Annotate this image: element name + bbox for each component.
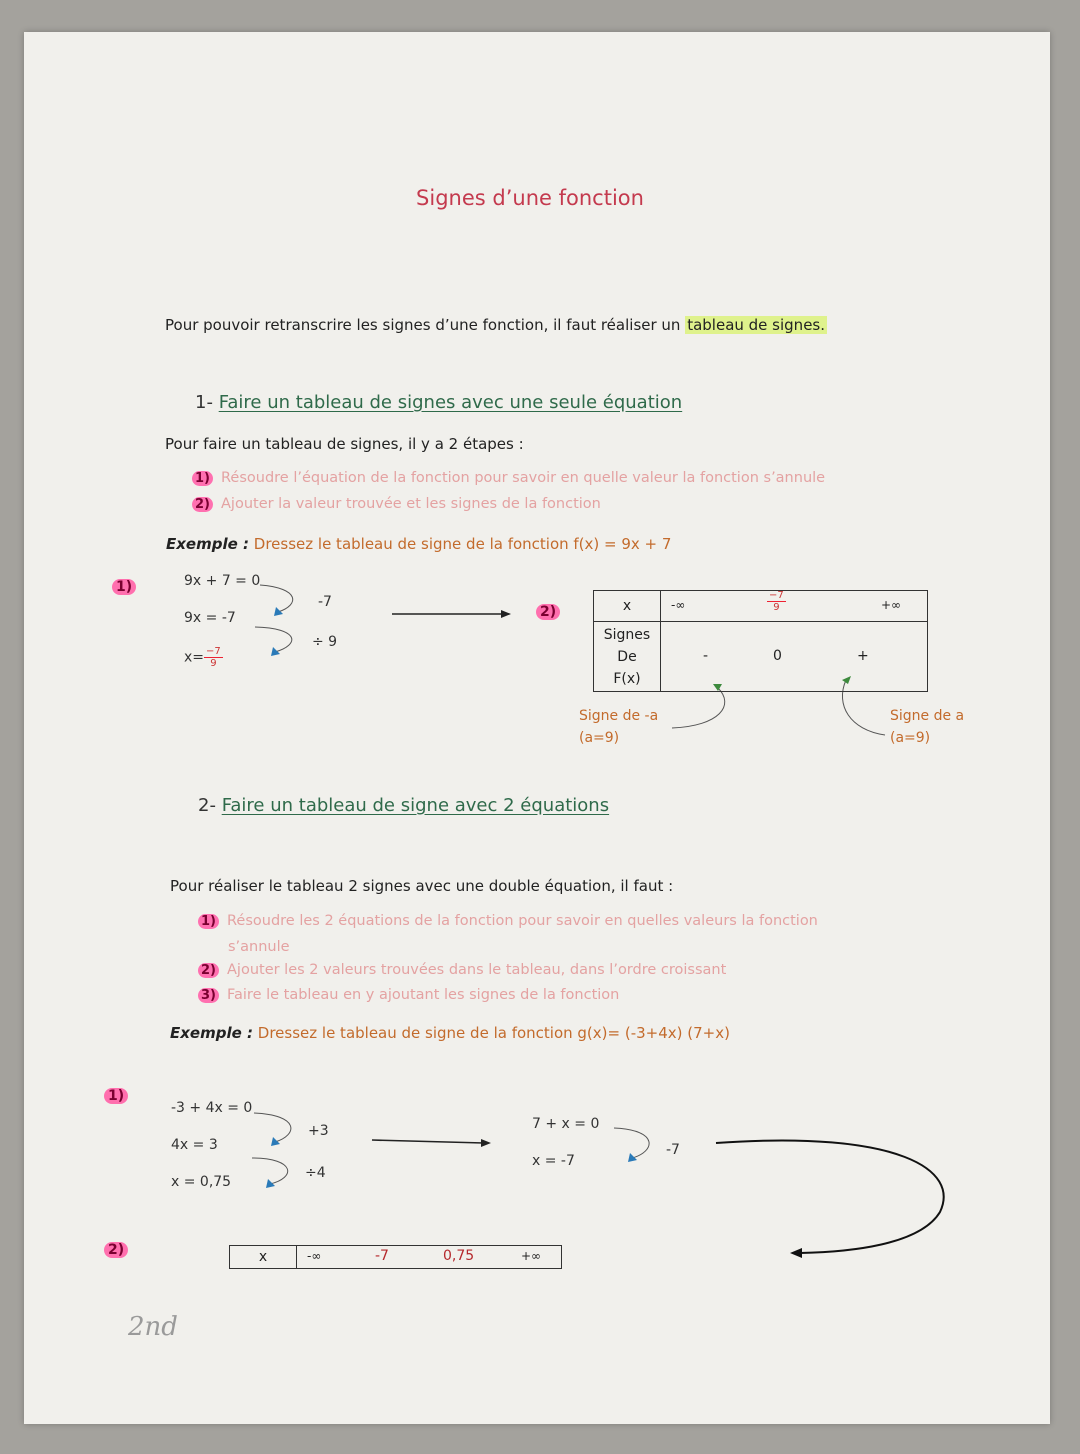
frac-den: 9 bbox=[210, 658, 217, 669]
example-text: Dressez le tableau de signe de la fonction f(x) = 9x + 7 bbox=[253, 535, 672, 553]
step-number: 1) bbox=[192, 471, 213, 486]
section1-number: 1- bbox=[195, 392, 213, 413]
s1-op-2: ÷ 9 bbox=[312, 634, 338, 650]
straight-arrowhead-2 bbox=[481, 1139, 491, 1147]
curl-arrowhead-2 bbox=[271, 647, 280, 656]
table1-sign-left: - bbox=[703, 648, 709, 664]
s2b-eq-line-1: 7 + x = 0 bbox=[532, 1116, 600, 1132]
note-right bbox=[890, 705, 964, 749]
sign-table-2 bbox=[229, 1245, 562, 1269]
step-text: Ajouter la valeur trouvée et les signes de la fonction bbox=[221, 496, 601, 512]
section1-lead: Pour faire un tableau de signes, il y a 2 étapes : bbox=[165, 435, 524, 453]
s1-eq-line-2: 9x = -7 bbox=[184, 610, 236, 626]
intro-highlight: tableau de signes. bbox=[687, 316, 826, 334]
row-label-3: F(x) bbox=[613, 670, 641, 687]
table2-plus-inf: +∞ bbox=[521, 1249, 542, 1263]
frac-num: −7 bbox=[206, 646, 221, 657]
note-left-line-1: Signe de -a bbox=[579, 708, 659, 724]
s2a-eq-line-2: 4x = 3 bbox=[171, 1137, 218, 1153]
table2-x-label: x bbox=[230, 1246, 297, 1269]
table2-value-2: 0,75 bbox=[443, 1248, 475, 1264]
section2-heading bbox=[198, 795, 609, 816]
note-left bbox=[579, 705, 658, 749]
step-text: Ajouter les 2 valeurs trouvées dans le tableau, dans l’ordre croissant bbox=[227, 962, 727, 978]
curl-arrowhead-3 bbox=[271, 1137, 280, 1146]
step-text: Résoudre l’équation de la fonction pour savoir en quelle valeur la fonction s’annule bbox=[221, 470, 826, 486]
table1-minus-inf: -∞ bbox=[671, 598, 686, 612]
note-arrow-left bbox=[672, 688, 725, 728]
table2-x-values bbox=[297, 1246, 562, 1269]
s2a-op-1: +3 bbox=[308, 1123, 329, 1139]
table2-minus-inf: -∞ bbox=[307, 1249, 322, 1263]
step-text: Faire le tableau en y ajoutant les signes de la fonction bbox=[227, 987, 620, 1003]
section1-heading-text: Faire un tableau de signes avec une seule équation bbox=[218, 392, 683, 413]
s1-op-1: -7 bbox=[318, 594, 332, 610]
sign-table-1 bbox=[593, 590, 928, 692]
big-curved-arrowhead bbox=[790, 1248, 802, 1258]
frac-num: −7 bbox=[769, 590, 784, 601]
section1-marker-1: 1) bbox=[112, 579, 136, 595]
s2a-eq-line-1: -3 + 4x = 0 bbox=[171, 1100, 253, 1116]
table1-sign-right: + bbox=[857, 648, 869, 664]
section2-heading-text: Faire un tableau de signe avec 2 équations bbox=[221, 795, 610, 816]
section2-step-1-cont: s’annule bbox=[228, 939, 290, 955]
table1-row-label bbox=[594, 622, 661, 692]
handwritten-note: 2nd bbox=[128, 1312, 178, 1342]
big-curved-arrow bbox=[716, 1141, 944, 1253]
table1-zero: 0 bbox=[773, 648, 782, 664]
s2b-eq-line-2: x = -7 bbox=[532, 1153, 575, 1169]
curl-arrow-3 bbox=[254, 1113, 291, 1142]
step-number: 2) bbox=[192, 497, 213, 512]
s2a-eq-line-3: x = 0,75 bbox=[171, 1174, 232, 1190]
section2-step-2 bbox=[198, 962, 726, 978]
section2-marker-2: 2) bbox=[104, 1242, 128, 1258]
frac-den: 9 bbox=[773, 602, 780, 613]
step-number: 3) bbox=[198, 988, 219, 1003]
note-right-line-2: (a=9) bbox=[890, 730, 931, 746]
row-label-2: De bbox=[617, 648, 637, 665]
section2-step-3 bbox=[198, 987, 619, 1003]
straight-arrow-2 bbox=[372, 1140, 484, 1143]
curl-arrowhead-1 bbox=[274, 607, 283, 616]
table1-fraction bbox=[767, 590, 786, 613]
intro-text: Pour pouvoir retranscrire les signes d’une fonction, il faut réaliser un bbox=[165, 316, 686, 334]
section2-number: 2- bbox=[198, 795, 216, 816]
example-text: Dressez le tableau de signe de la fonction g(x)= (-3+4x) (7+x) bbox=[257, 1024, 730, 1042]
section2-step-1 bbox=[198, 913, 818, 929]
table1-x-label: x bbox=[594, 591, 661, 622]
step-number: 2) bbox=[198, 963, 219, 978]
section1-marker-2: 2) bbox=[536, 604, 560, 620]
table1-x-values bbox=[661, 591, 928, 622]
curl-arrow-5 bbox=[614, 1128, 649, 1158]
straight-arrowhead-1 bbox=[501, 610, 511, 618]
section2-lead: Pour réaliser le tableau 2 signes avec une double équation, il faut : bbox=[170, 877, 674, 895]
example-label: Exemple : bbox=[170, 1024, 253, 1042]
page-title: Signes d’une fonction bbox=[416, 186, 644, 210]
section2-marker-1: 1) bbox=[104, 1088, 128, 1104]
row-label-1: Signes bbox=[603, 626, 651, 643]
s2a-op-2: ÷4 bbox=[305, 1165, 326, 1181]
note-left-line-2: (a=9) bbox=[579, 730, 620, 746]
curl-arrow-4 bbox=[252, 1158, 288, 1184]
step-number: 1) bbox=[198, 914, 219, 929]
example-label: Exemple : bbox=[166, 535, 249, 553]
s1-eq-prefix: x= bbox=[184, 649, 205, 666]
curl-arrowhead-5 bbox=[628, 1153, 637, 1162]
note-right-line-1: Signe de a bbox=[890, 708, 965, 724]
table1-signs bbox=[661, 622, 928, 692]
section2-example bbox=[170, 1024, 730, 1042]
table2-value-1: -7 bbox=[375, 1248, 389, 1264]
s1-eq-line-1: 9x + 7 = 0 bbox=[184, 573, 261, 589]
step-text: Résoudre les 2 équations de la fonction pour savoir en quelles valeurs la fonction bbox=[227, 913, 818, 929]
s2b-op-1: -7 bbox=[666, 1142, 680, 1158]
table1-plus-inf: +∞ bbox=[881, 598, 902, 612]
